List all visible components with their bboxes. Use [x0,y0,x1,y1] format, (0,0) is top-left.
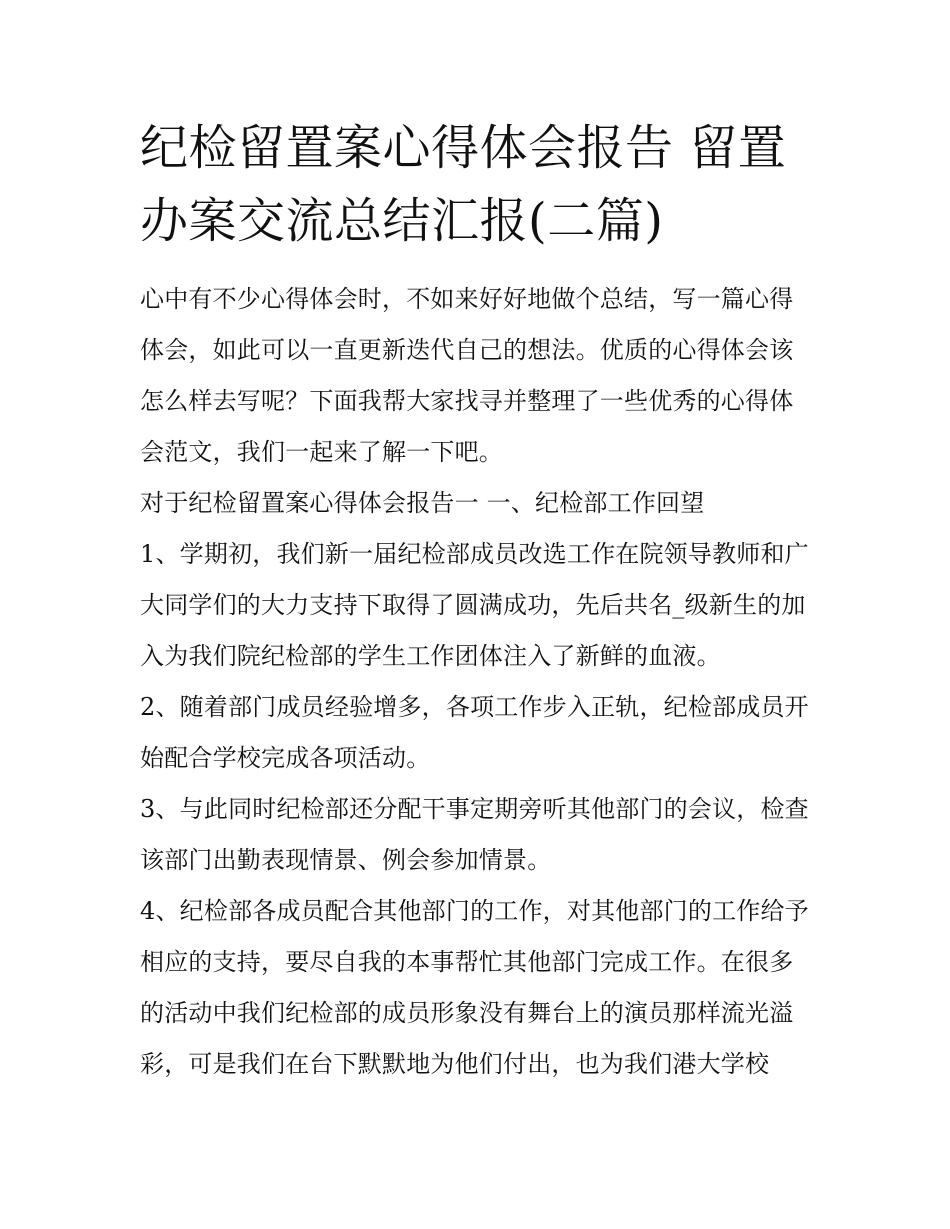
document-body [140,274,812,1090]
paragraph-intro: 心中有不少心得体会时，不如来好好地做个总结，写一篇心得体会，如此可以一直更新迭代自己的想法。优质的心得体会该怎么样去写呢？下面我帮大家找寻并整理了一些优秀的心得体会范文，我们一起来了解一下吧。 [140,285,794,466]
paragraph-item-1: 1、学期初，我们新一届纪检部成员改选工作在院领导教师和广大同学们的大力支持下取得了圆满成功，先后共名_级新生的加入为我们院纪检部的学生工作团体注入了新鲜的血液。 [140,540,809,670]
paragraph-section-heading: 对于纪检留置案心得体会报告一 一、纪检部工作回望 [140,489,705,517]
document-content [140,112,812,1090]
paragraph-item-3: 3、与此同时纪检部还分配干事定期旁听其他部门的会议，检查该部门出勤表现情景、例会参加情景。 [140,795,809,874]
paragraph-item-4: 4、纪检部各成员配合其他部门的工作，对其他部门的工作给予相应的支持，要尽自我的本事帮忙其他部门完成工作。在很多的活动中我们纪检部的成员形象没有舞台上的演员那样流光溢彩，可是我们在台下默默地为他们付出，也为我们港大学校 [140,897,809,1078]
paragraph-item-2: 2、随着部门成员经验增多，各项工作步入正轨，纪检部成员开始配合学校完成各项活动。 [140,693,809,772]
document-title: 纪检留置案心得体会报告 留置办案交流总结汇报(二篇) [140,120,787,249]
